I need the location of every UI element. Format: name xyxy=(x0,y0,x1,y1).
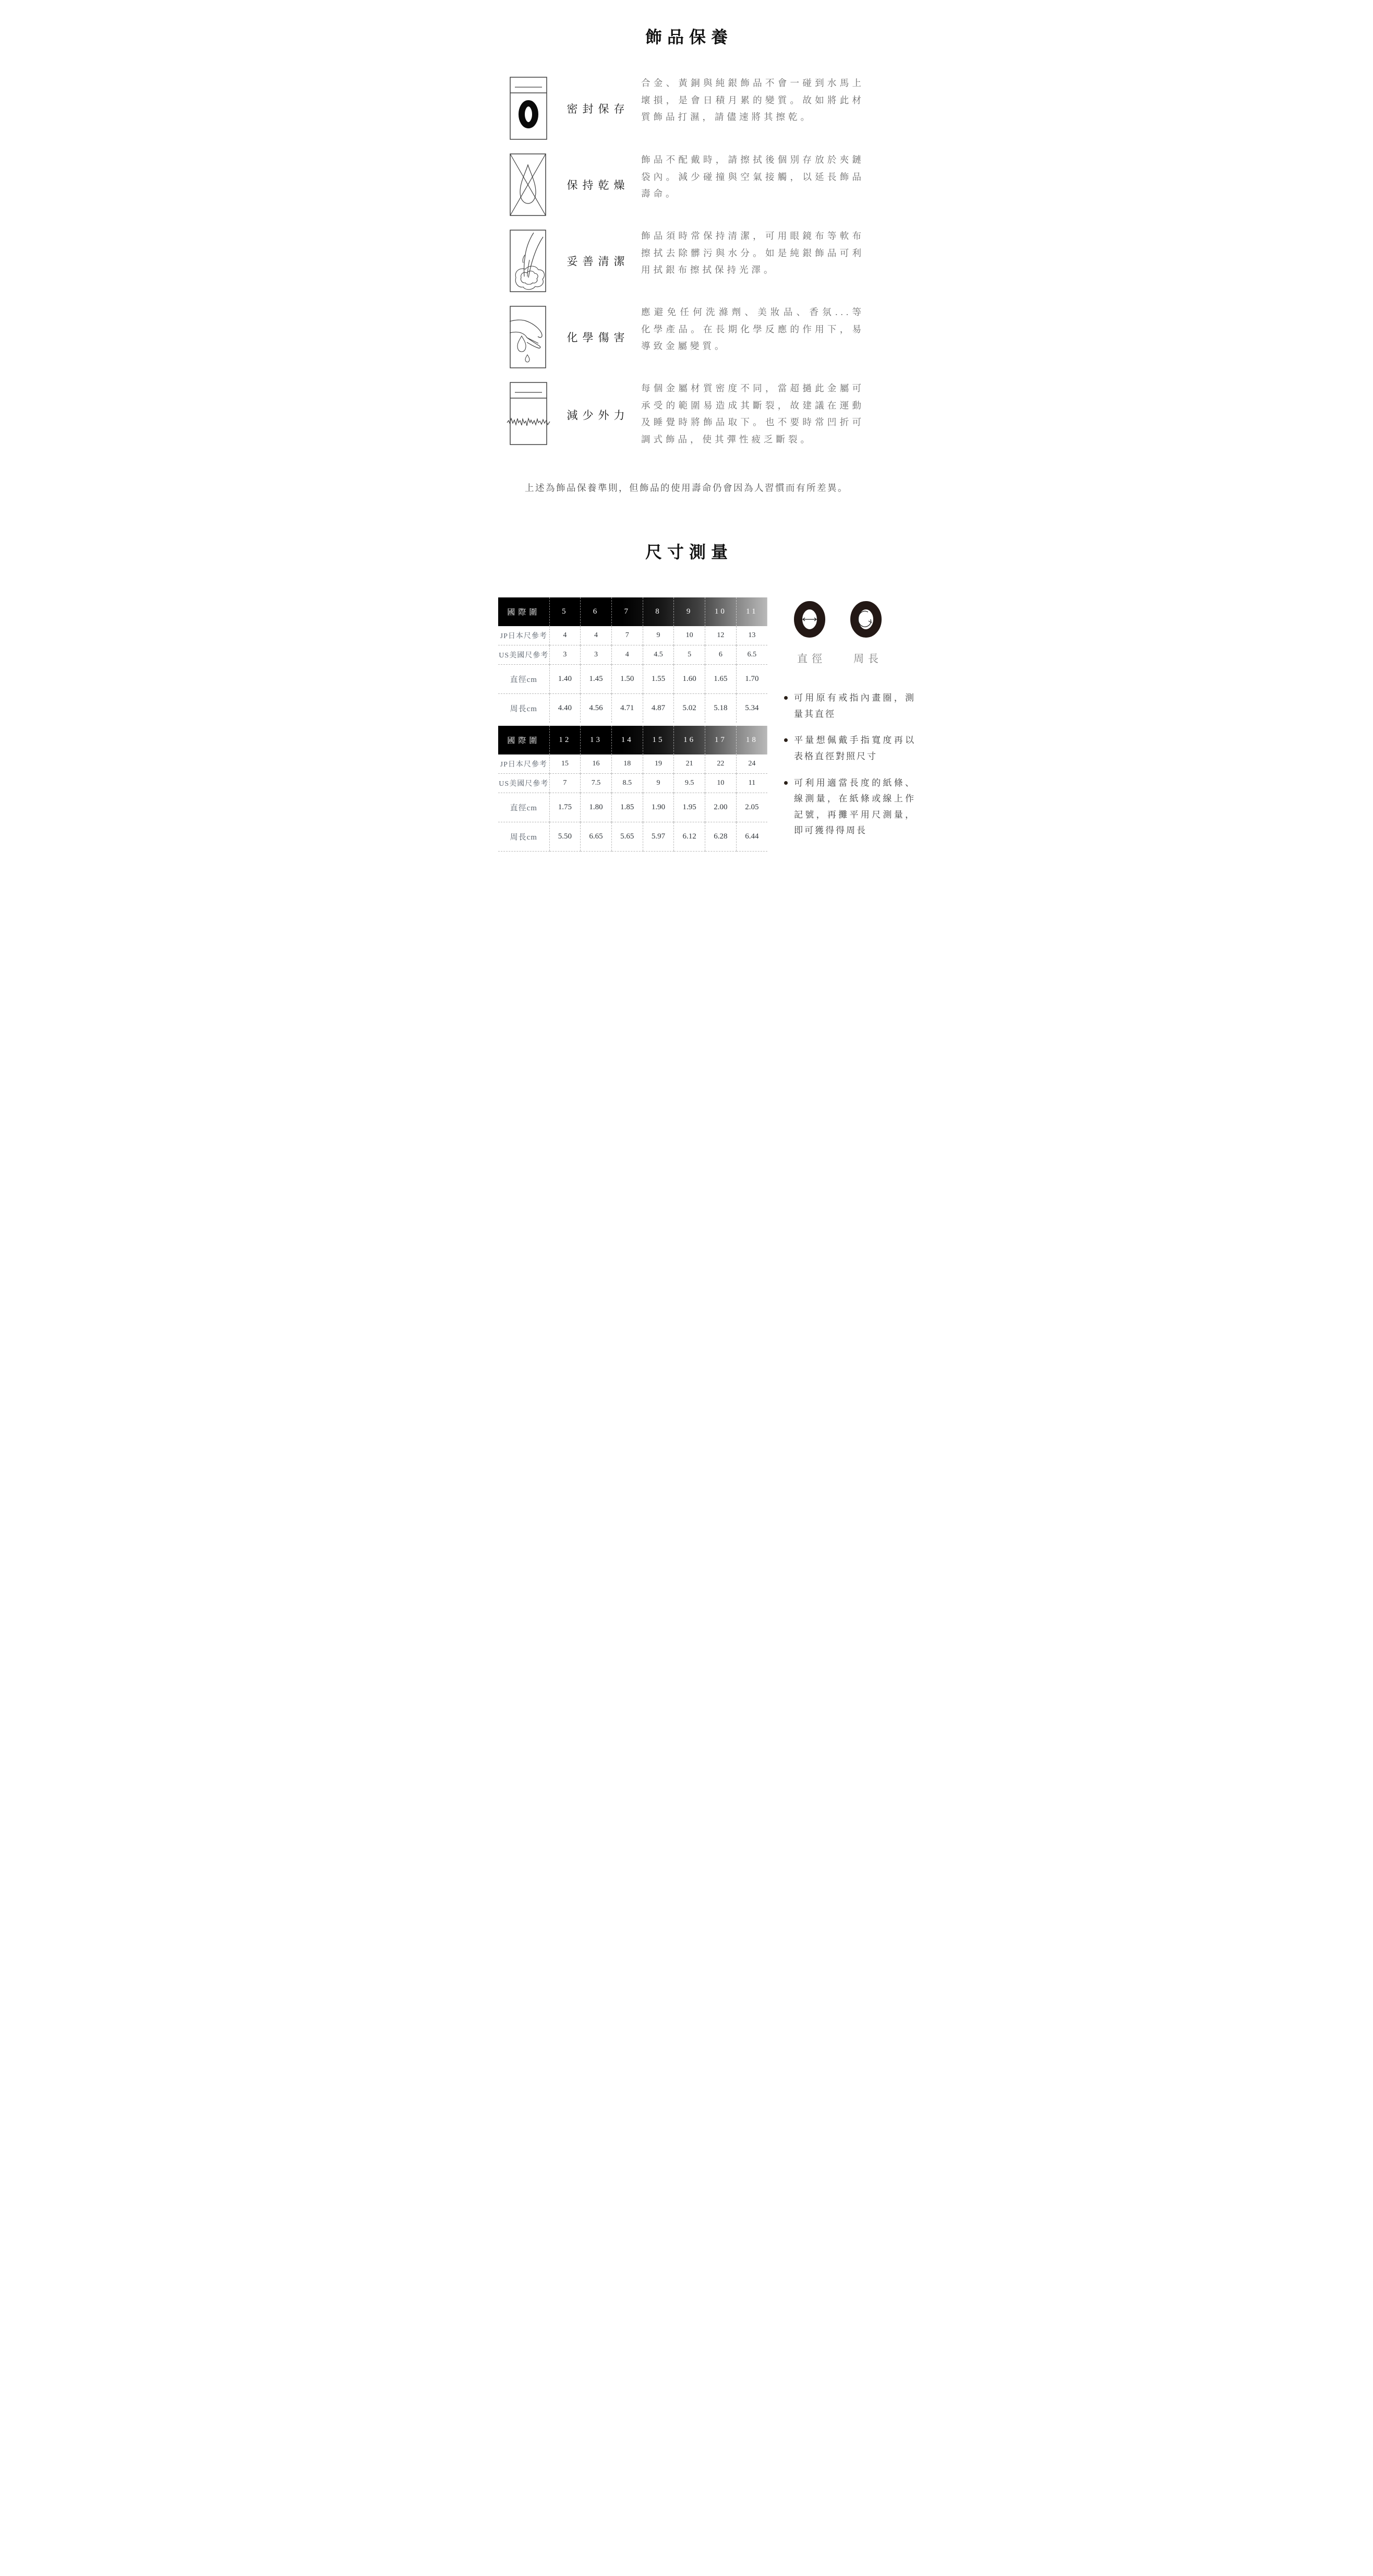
size-table-header-cell: 16 xyxy=(674,726,705,754)
size-cell: 1.90 xyxy=(643,793,674,822)
size-cell: 22 xyxy=(705,754,737,774)
ring-size-table-2 xyxy=(498,726,767,852)
tip-item xyxy=(783,733,916,764)
size-cell: 10 xyxy=(674,626,705,645)
size-cell: 1.75 xyxy=(549,793,581,822)
size-cell: 4 xyxy=(611,645,643,665)
size-cell: 4 xyxy=(549,626,581,645)
size-cell: 4.56 xyxy=(581,694,612,723)
size-cell: 6.65 xyxy=(581,822,612,852)
size-cell: 21 xyxy=(674,754,705,774)
size-cell: 1.45 xyxy=(581,665,612,694)
tip-item xyxy=(783,690,916,722)
size-cell: 16 xyxy=(581,754,612,774)
size-row-label: US美國尺參考 xyxy=(498,645,549,665)
size-cell: 2.05 xyxy=(736,793,767,822)
size-row-label: 周長cm xyxy=(498,822,549,852)
size-cell: 7 xyxy=(549,774,581,793)
size-cell: 1.40 xyxy=(549,665,581,694)
size-table-row xyxy=(498,774,767,793)
care-item-label: 妥善清潔 xyxy=(567,255,630,268)
size-cell: 5.02 xyxy=(674,694,705,723)
size-cell: 8.5 xyxy=(611,774,643,793)
sealed-bag-icon xyxy=(510,77,547,140)
size-table-header-cell: 12 xyxy=(549,726,581,754)
tip-text: 平量想佩戴手指寬度再以表格直徑對照尺寸 xyxy=(794,735,916,761)
care-note: 上述為飾品保養準則，但飾品的使用壽命仍會因為人習慣而有所差異。 xyxy=(525,483,848,494)
size-cell: 2.00 xyxy=(705,793,737,822)
size-table-header-cell: 國際圍 xyxy=(507,737,540,746)
circumference-label: 周長 xyxy=(853,653,883,665)
size-row-label: 直徑cm xyxy=(498,793,549,822)
size-cell: 4.71 xyxy=(611,694,643,723)
care-list xyxy=(510,77,864,448)
size-table-header-cell: 8 xyxy=(643,597,674,626)
diameter-label: 直徑 xyxy=(797,653,826,665)
size-cell: 6.5 xyxy=(736,645,767,665)
care-item-text: 每個金屬材質密度不同，當超撾此金屬可承受的範圍易造成其斷裂，故建議在運動及睡覺時將飾品取下。也不要時常凹折可調式飾品，使其彈性疲乏斷裂。 xyxy=(641,383,864,445)
care-item-text: 應避免任何洗滌劑、美妝品、香氛...等化學產品。在長期化學反應的作用下，易導致金屬變質。 xyxy=(641,307,864,352)
care-item-label: 減少外力 xyxy=(567,409,630,422)
size-cell: 1.55 xyxy=(643,665,674,694)
size-section xyxy=(498,597,916,852)
size-row-label: 周長cm xyxy=(498,694,549,723)
size-cell: 4.40 xyxy=(549,694,581,723)
size-cell: 13 xyxy=(736,626,767,645)
size-cell: 1.95 xyxy=(674,793,705,822)
size-cell: 1.70 xyxy=(736,665,767,694)
size-cell: 1.60 xyxy=(674,665,705,694)
care-row-chemical-damage xyxy=(510,306,864,368)
size-row-label: 直徑cm xyxy=(498,665,549,694)
size-table-row xyxy=(498,626,767,645)
chemical-drop-icon xyxy=(510,306,547,368)
size-cell: 6 xyxy=(705,645,737,665)
size-table-header-row xyxy=(498,597,767,626)
size-cell: 4 xyxy=(581,626,612,645)
wipe-clean-icon xyxy=(510,230,547,292)
size-cell: 7 xyxy=(611,626,643,645)
tip-item xyxy=(783,775,916,839)
care-item-label: 保持乾燥 xyxy=(567,179,630,191)
size-row-label: JP日本尺參考 xyxy=(500,632,547,641)
size-cell: 11 xyxy=(736,774,767,793)
size-cell: 6.12 xyxy=(674,822,705,852)
size-table-row xyxy=(498,665,767,694)
size-cell: 5.34 xyxy=(736,694,767,723)
size-cell: 1.65 xyxy=(705,665,737,694)
size-table-header-cell: 15 xyxy=(643,726,674,754)
size-cell: 5.97 xyxy=(643,822,674,852)
size-table-row xyxy=(498,694,767,723)
size-cell: 10 xyxy=(705,774,737,793)
size-cell: 3 xyxy=(581,645,612,665)
diameter-ring-icon xyxy=(787,597,832,643)
size-cell: 5 xyxy=(674,645,705,665)
diameter-diagram xyxy=(787,597,832,665)
size-cell: 1.85 xyxy=(611,793,643,822)
size-cell: 3 xyxy=(549,645,581,665)
care-row-proper-cleaning xyxy=(510,230,864,292)
tip-text: 可用原有戒指內畫圈，測量其直徑 xyxy=(794,693,916,719)
care-item-label: 密封保存 xyxy=(567,102,630,115)
size-table-row xyxy=(498,645,767,665)
size-table-header-cell: 17 xyxy=(705,726,737,754)
size-table-header-cell: 14 xyxy=(611,726,643,754)
size-table-row xyxy=(498,793,767,822)
size-tables xyxy=(498,597,767,852)
care-row-reduce-force xyxy=(510,382,864,448)
size-cell: 24 xyxy=(736,754,767,774)
tip-text: 可利用適當長度的紙條、線測量，在紙條或線上作記號，再攤平用尺測量，即可獲得得周長 xyxy=(794,777,916,836)
size-cell: 1.80 xyxy=(581,793,612,822)
size-cell: 12 xyxy=(705,626,737,645)
size-row-label: US美國尺參考 xyxy=(498,774,549,793)
size-cell: 18 xyxy=(611,754,643,774)
measure-guide xyxy=(783,597,916,852)
size-cell: 4.87 xyxy=(643,694,674,723)
jewelry-care-page xyxy=(457,0,916,872)
size-cell: 5.18 xyxy=(705,694,737,723)
size-cell: 4.5 xyxy=(643,645,674,665)
size-table-header-cell: 7 xyxy=(611,597,643,626)
size-table-row xyxy=(498,822,767,852)
care-item-text: 合金、黃銅與純銀飾品不會一碰到水馬上壞損，是會日積月累的變質。故如將此材質飾品打濕，請儘速將其擦乾。 xyxy=(641,78,864,123)
size-table-header-cell: 國際圍 xyxy=(507,608,540,617)
size-row-label: JP日本尺參考 xyxy=(500,761,547,769)
bullet-dot-icon xyxy=(784,781,788,785)
size-cell: 19 xyxy=(643,754,674,774)
circumference-diagram xyxy=(844,597,888,665)
ring-size-table-1 xyxy=(498,597,767,723)
bullet-dot-icon xyxy=(784,696,788,700)
size-table-row xyxy=(498,754,767,774)
care-item-text: 飾品不配戴時，請擦拭後個別存放於夾鏈袋內。減少碰撞與空氣接觸，以延長飾品壽命。 xyxy=(641,154,864,199)
care-item-label: 化學傷害 xyxy=(567,331,630,344)
size-cell: 15 xyxy=(549,754,581,774)
ring-diagrams xyxy=(783,597,916,665)
circumference-ring-icon xyxy=(844,597,888,643)
bullet-dot-icon xyxy=(784,738,788,742)
size-table-header-cell: 18 xyxy=(736,726,767,754)
care-row-keep-dry xyxy=(510,153,864,216)
size-cell: 9.5 xyxy=(674,774,705,793)
sizing-section-title: 尺寸測量 xyxy=(645,543,733,562)
no-moisture-icon xyxy=(510,153,547,216)
size-table-header-cell: 10 xyxy=(705,597,737,626)
size-table-header-cell: 11 xyxy=(736,597,767,626)
size-cell: 5.65 xyxy=(611,822,643,852)
care-section-title: 飾品保養 xyxy=(645,28,733,46)
measuring-tips xyxy=(783,690,916,839)
size-cell: 6.44 xyxy=(736,822,767,852)
size-table-header-cell: 9 xyxy=(674,597,705,626)
size-table-header-cell: 13 xyxy=(581,726,612,754)
size-cell: 9 xyxy=(643,774,674,793)
size-cell: 1.50 xyxy=(611,665,643,694)
care-item-text: 飾品須時常保持清潔，可用眼鏡布等軟布擦拭去除髒污與水分。如是純銀飾品可利用拭銀布擦拭保持光澤。 xyxy=(641,231,864,275)
size-cell: 5.50 xyxy=(549,822,581,852)
care-row-sealed-storage xyxy=(510,77,864,140)
size-cell: 7.5 xyxy=(581,774,612,793)
size-cell: 6.28 xyxy=(705,822,737,852)
size-table-header-cell: 6 xyxy=(581,597,612,626)
size-table-header-row xyxy=(498,726,767,754)
size-table-header-cell: 5 xyxy=(549,597,581,626)
size-cell: 9 xyxy=(643,626,674,645)
reduce-force-icon xyxy=(510,382,547,448)
